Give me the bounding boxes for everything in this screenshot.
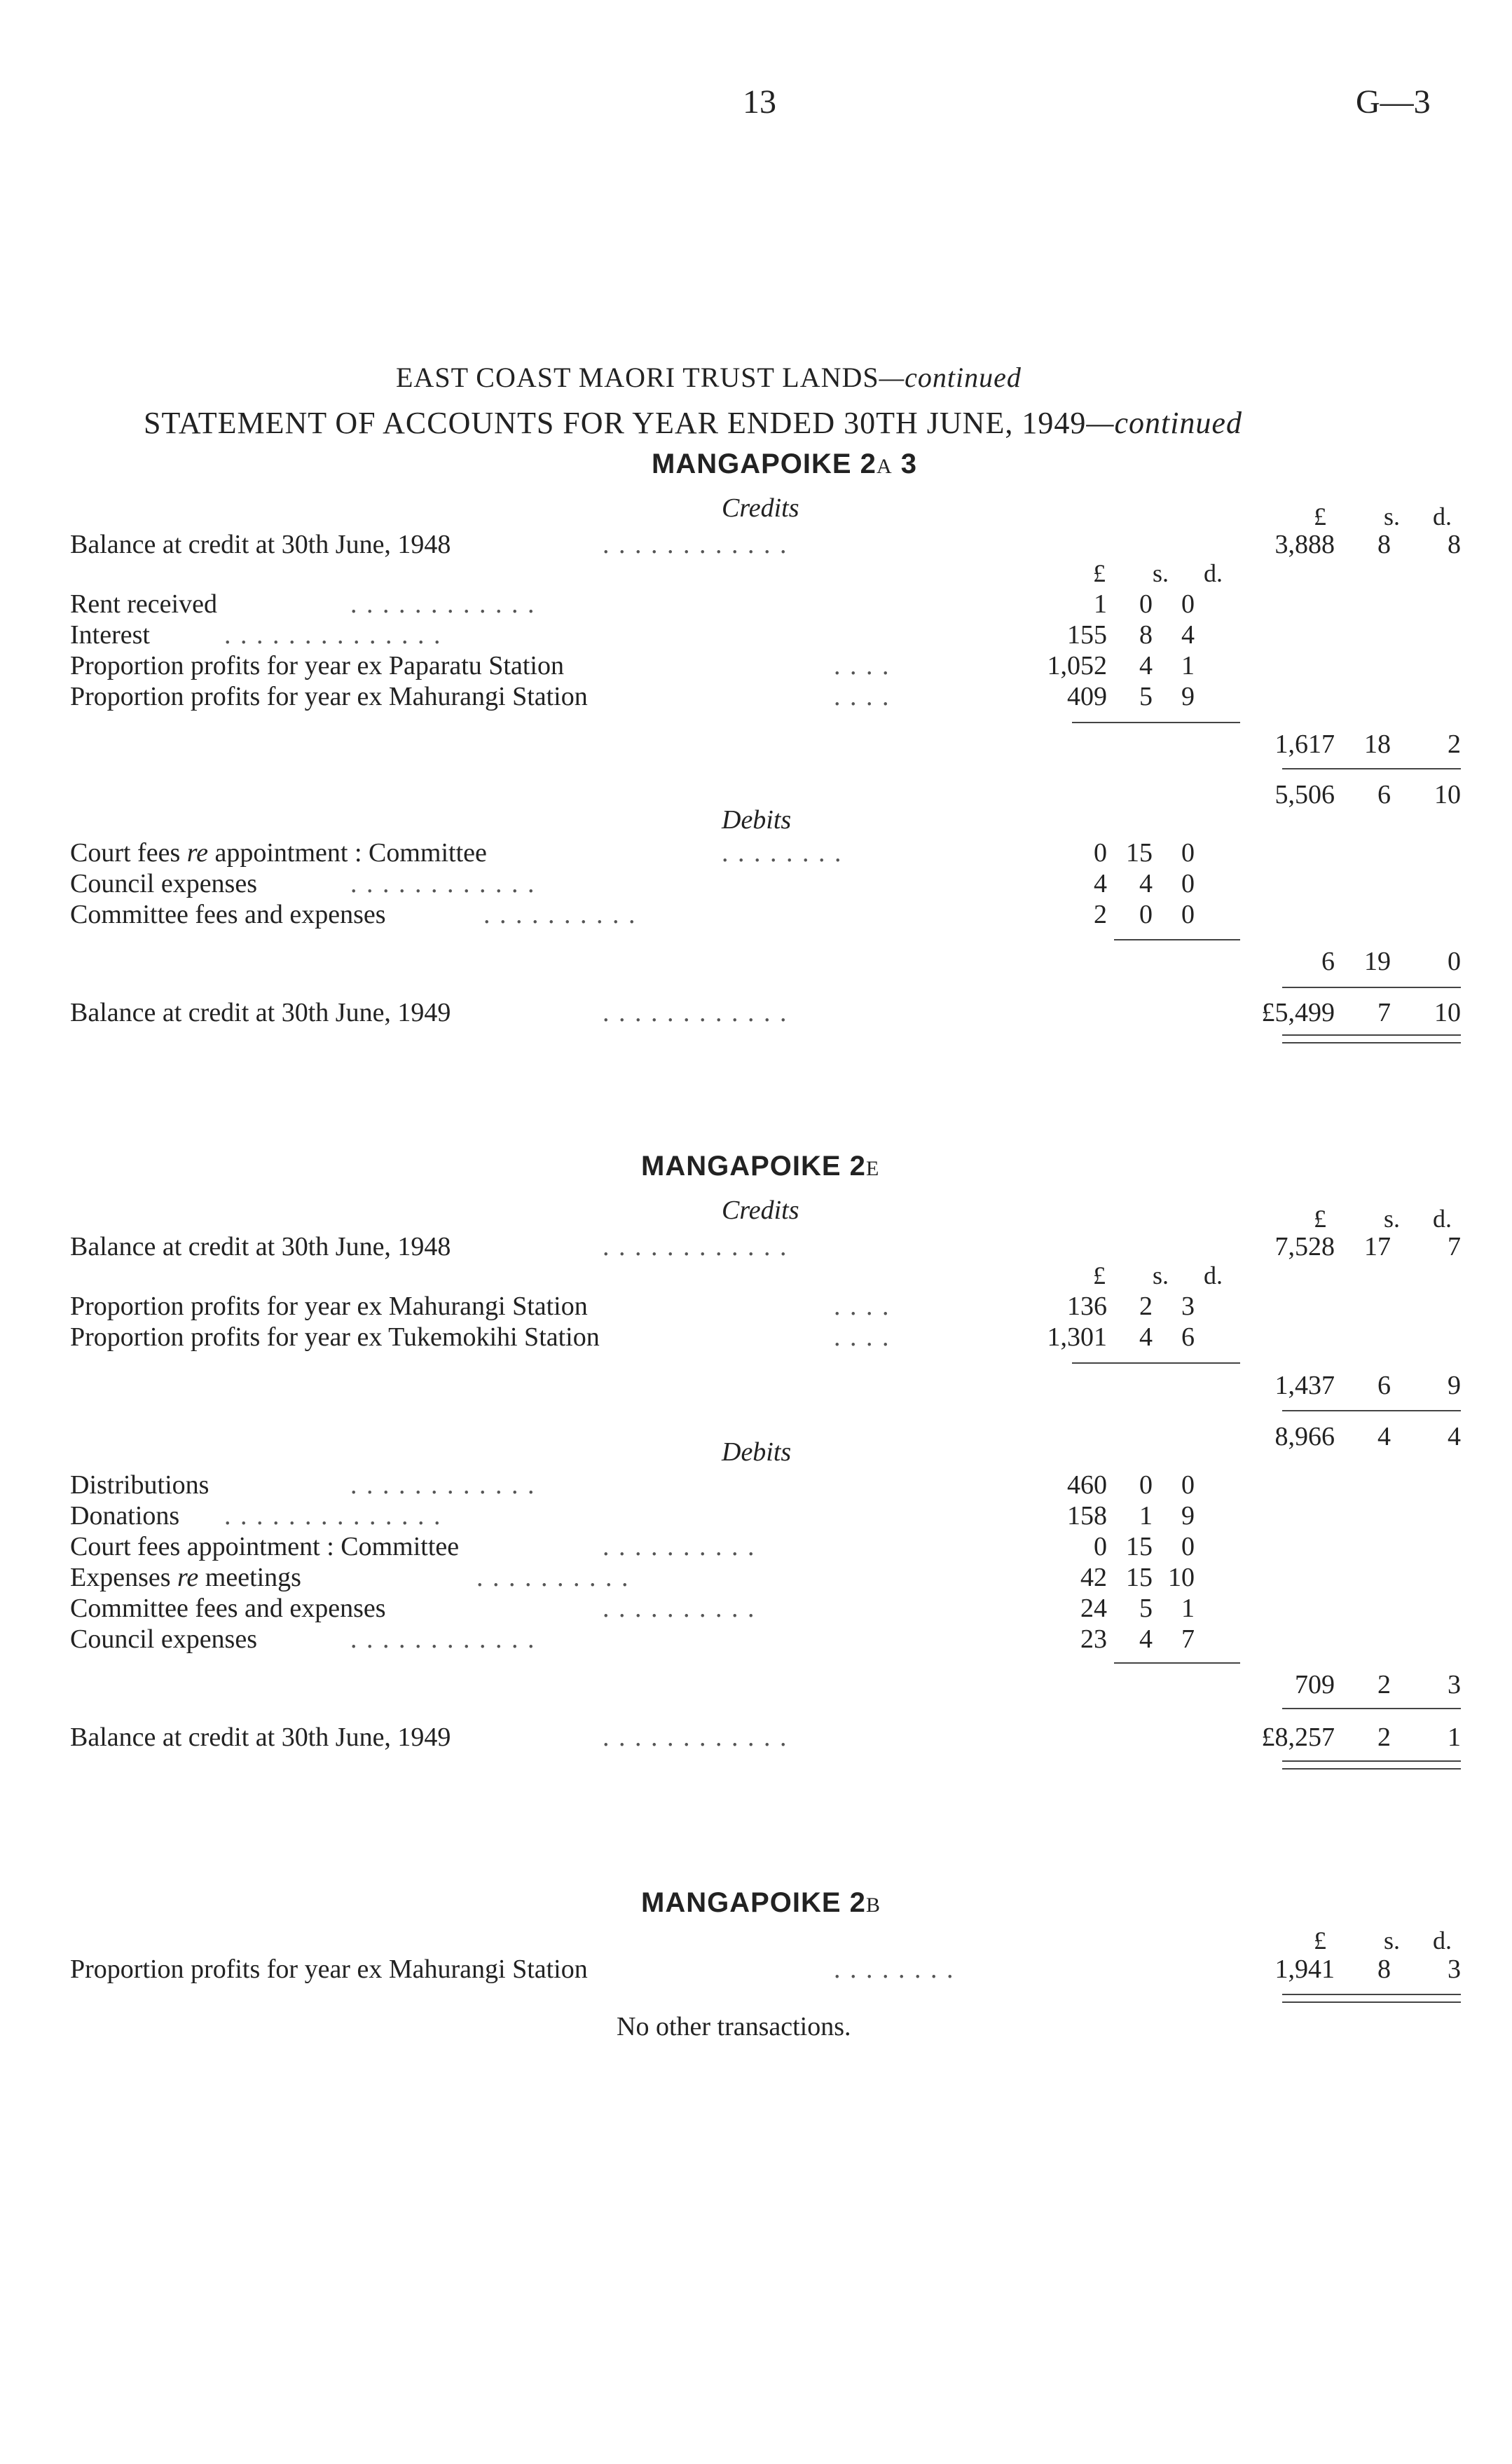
- amount-pence: 3: [1181, 1292, 1195, 1321]
- section-2-debit-row: [70, 1531, 1461, 1562]
- section-3-title-main: MANGAPOIKE 2: [641, 1887, 866, 1918]
- section-2-title-sub: E: [865, 1157, 880, 1180]
- leader-dots: . . . . . . . . . . . .: [603, 1723, 788, 1752]
- section-1-title: [652, 449, 917, 480]
- amount-pence: 0: [1181, 589, 1195, 619]
- section-1-credits-rule: [1072, 722, 1240, 723]
- amount-pounds: 24: [1080, 1594, 1107, 1623]
- document-title-main: EAST COAST MAORI TRUST LANDS: [396, 362, 879, 393]
- amount-shillings: 0: [1139, 900, 1153, 929]
- section-1-credits-total-row: [70, 729, 1461, 760]
- section-1-closing-double-rule: [1282, 1034, 1461, 1043]
- amount-shillings: 2: [1139, 1292, 1153, 1321]
- amount-pounds: 136: [1067, 1292, 1107, 1321]
- section-1-credit-row: [70, 681, 1461, 712]
- document-title: [396, 361, 1022, 394]
- row-label-italic: re: [186, 838, 208, 868]
- amount-pence: 3: [1448, 1670, 1461, 1699]
- page-number: 13: [743, 83, 776, 121]
- section-2-credit-row: [70, 1322, 1461, 1353]
- amount-shillings: 8: [1377, 1955, 1391, 1984]
- row-label: Proportion profits for year ex Mahurangi Station: [70, 1292, 588, 1321]
- amount-shillings: 8: [1139, 620, 1153, 650]
- row-label: Rent received: [70, 589, 217, 619]
- row-label: Committee fees and expenses: [70, 1594, 386, 1623]
- section-2-col1-pound-header: £: [1093, 1261, 1106, 1289]
- section-1-credits-heading: Credits: [722, 493, 799, 523]
- amount-pounds: 1,301: [1047, 1322, 1107, 1352]
- section-1-debit-row: [70, 868, 1461, 899]
- amount-pence: 9: [1448, 1371, 1461, 1400]
- row-label: Proportion profits for year ex Tukemokihi Station: [70, 1322, 600, 1352]
- leader-dots: . . . . . . . .: [722, 838, 843, 868]
- leader-dots: . . . . . . . . . .: [603, 1532, 756, 1561]
- amount-shillings: 4: [1139, 1624, 1153, 1654]
- section-2-debit-row: [70, 1562, 1461, 1593]
- amount-pounds: 1,437: [1274, 1371, 1335, 1400]
- section-3-title-sub: B: [865, 1894, 881, 1917]
- row-label: Council expenses: [70, 869, 258, 898]
- amount-pounds: 709: [1295, 1670, 1335, 1699]
- amount-shillings: 0: [1139, 1470, 1153, 1500]
- row-label: Court fees appointment : Committee: [70, 1532, 460, 1561]
- section-1-closing-row: [70, 997, 1461, 1028]
- amount-pounds: 4: [1094, 869, 1107, 898]
- row-label-tail: meetings: [198, 1563, 301, 1592]
- leader-dots: . . . . . . . . . . . .: [350, 1470, 536, 1500]
- amount-pence: 0: [1181, 1532, 1195, 1561]
- amount-pounds: 5,506: [1274, 780, 1335, 809]
- amount-pounds: 1: [1094, 589, 1107, 619]
- amount-pounds: 3,888: [1274, 530, 1335, 559]
- row-label: Interest: [70, 620, 150, 650]
- amount-shillings: 6: [1377, 1371, 1391, 1400]
- section-3-col2-pound-header: £: [1314, 1926, 1326, 1955]
- row-label: Council expenses: [70, 1624, 258, 1654]
- row-label: Donations: [70, 1501, 180, 1531]
- amount-shillings: 18: [1364, 730, 1391, 759]
- section-3-double-rule: [1282, 1994, 1461, 2003]
- amount-shillings: 4: [1139, 651, 1153, 680]
- section-2-debits-total-row: [70, 1669, 1461, 1700]
- amount-pounds: 1,052: [1047, 651, 1107, 680]
- section-1-credit-row: [70, 650, 1461, 681]
- document-title-suffix: —continued: [879, 362, 1022, 393]
- amount-pence: 7: [1448, 1232, 1461, 1261]
- section-2-debits-heading: Debits: [722, 1437, 792, 1467]
- amount-shillings: 4: [1139, 1322, 1153, 1352]
- amount-pounds: 155: [1067, 620, 1107, 650]
- leader-dots: . . . . . . . .: [834, 1955, 955, 1984]
- amount-shillings: 5: [1139, 682, 1153, 711]
- section-2-title: [641, 1151, 879, 1182]
- section-2-credits-total-row: [70, 1370, 1461, 1401]
- amount-pounds: 7,528: [1274, 1232, 1335, 1261]
- section-2-closing-double-rule: [1282, 1760, 1461, 1770]
- section-2-credit-row: [70, 1291, 1461, 1322]
- section-2-credits-rule: [1072, 1362, 1240, 1364]
- section-2-subtotal-rule: [1282, 1410, 1461, 1411]
- row-label: Balance at credit at 30th June, 1949: [70, 1723, 451, 1752]
- amount-pence: 0: [1181, 900, 1195, 929]
- document-subtitle-suffix: —continued: [1086, 406, 1242, 440]
- amount-shillings: 2: [1377, 1670, 1391, 1699]
- amount-shillings: 1: [1139, 1501, 1153, 1531]
- page-reference: G—3: [1356, 83, 1431, 121]
- amount-pounds: £8,257: [1261, 1723, 1335, 1752]
- amount-pence: 1: [1181, 651, 1195, 680]
- amount-pounds: 460: [1067, 1470, 1107, 1500]
- section-2-debit-row: [70, 1500, 1461, 1531]
- row-label: Proportion profits for year ex Mahurangi Station: [70, 682, 588, 711]
- amount-pence: 0: [1181, 838, 1195, 868]
- section-1-debit-row: [70, 899, 1461, 930]
- section-2-title-main: MANGAPOIKE 2: [641, 1151, 866, 1182]
- row-label-italic: re: [177, 1563, 199, 1592]
- section-1-title-sub: A: [876, 455, 893, 478]
- section-2-col1-pence-header: d.: [1204, 1261, 1223, 1289]
- section-2-col2-shilling-header: s.: [1384, 1205, 1401, 1233]
- amount-shillings: 0: [1139, 589, 1153, 619]
- row-label: Balance at credit at 30th June, 1949: [70, 998, 451, 1027]
- amount-shillings: 4: [1139, 869, 1153, 898]
- section-1-closing-rule: [1282, 987, 1461, 988]
- row-label: Balance at credit at 30th June, 1948: [70, 1232, 451, 1261]
- amount-pence: 3: [1448, 1955, 1461, 1984]
- amount-pence: 2: [1448, 730, 1461, 759]
- amount-pence: 1: [1181, 1594, 1195, 1623]
- amount-pounds: £5,499: [1261, 998, 1335, 1027]
- amount-shillings: 8: [1377, 530, 1391, 559]
- leader-dots: . . . . . . . . . .: [483, 900, 637, 929]
- section-1-credit-row: [70, 589, 1461, 620]
- amount-pounds: 0: [1094, 1532, 1107, 1561]
- row-label: Committee fees and expenses: [70, 900, 386, 929]
- section-2-debit-row: [70, 1593, 1461, 1624]
- section-3-row: [70, 1954, 1461, 1985]
- document-subtitle: [144, 405, 1242, 441]
- amount-pounds: 2: [1094, 900, 1107, 929]
- leader-dots: . . . . . . . . . . . .: [350, 589, 536, 619]
- amount-pounds: 158: [1067, 1501, 1107, 1531]
- amount-pounds: 0: [1094, 838, 1107, 868]
- amount-shillings: 19: [1364, 947, 1391, 976]
- section-1-opening-row: [70, 529, 1461, 560]
- row-label-main: Expenses: [70, 1563, 178, 1592]
- leader-dots: . . . . . . . . . .: [603, 1594, 756, 1623]
- section-1-debits-rule: [1114, 939, 1240, 940]
- section-2-debit-row: [70, 1624, 1461, 1655]
- document-subtitle-main: STATEMENT OF ACCOUNTS FOR YEAR ENDED 30TH JUNE, 1949: [144, 406, 1087, 440]
- leader-dots: . . . . . . . . . . . . . .: [224, 1501, 442, 1531]
- section-3-col2-shilling-header: s.: [1384, 1926, 1401, 1955]
- amount-pence: 6: [1181, 1322, 1195, 1352]
- amount-pence: 4: [1448, 1422, 1461, 1451]
- amount-shillings: 2: [1377, 1723, 1391, 1752]
- amount-shillings: 17: [1364, 1232, 1391, 1261]
- leader-dots: . . . .: [834, 651, 891, 680]
- row-label-main: Court fees: [70, 838, 187, 868]
- row-label-tail: appointment : Committee: [207, 838, 487, 868]
- row-label: Proportion profits for year ex Mahurangi Station: [70, 1955, 588, 1984]
- section-3-col2-pence-header: d.: [1433, 1926, 1452, 1955]
- leader-dots: . . . . . . . . . . . .: [603, 998, 788, 1027]
- section-2-col2-pence-header: d.: [1433, 1205, 1452, 1233]
- amount-shillings: 15: [1126, 1563, 1153, 1592]
- amount-shillings: 15: [1126, 838, 1153, 868]
- leader-dots: . . . . . . . . . . . . . .: [224, 620, 442, 650]
- amount-shillings: 4: [1377, 1422, 1391, 1451]
- leader-dots: . . . .: [834, 1292, 891, 1321]
- section-1-debits-heading: Debits: [722, 805, 792, 835]
- leader-dots: . . . . . . . . . . . .: [603, 1232, 788, 1261]
- section-2-closing-row: [70, 1722, 1461, 1753]
- section-2-debits-rule: [1114, 1662, 1240, 1664]
- section-2-debit-row: [70, 1470, 1461, 1500]
- section-2-col2-pound-header: £: [1314, 1205, 1326, 1233]
- amount-pence: 4: [1181, 620, 1195, 650]
- row-label: Distributions: [70, 1470, 209, 1500]
- leader-dots: . . . . . . . . . .: [476, 1563, 630, 1592]
- section-1-col1-shilling-header: s.: [1153, 559, 1169, 587]
- section-1-col2-shilling-header: s.: [1384, 502, 1401, 531]
- section-2-closing-rule: [1282, 1708, 1461, 1709]
- section-2-col1-shilling-header: s.: [1153, 1261, 1169, 1289]
- amount-pence: 1: [1448, 1723, 1461, 1752]
- leader-dots: . . . . . . . . . . . .: [350, 1624, 536, 1654]
- amount-pence: 9: [1181, 682, 1195, 711]
- amount-pence: 9: [1181, 1501, 1195, 1531]
- amount-shillings: 5: [1139, 1594, 1153, 1623]
- section-1-col1-pence-header: d.: [1204, 559, 1223, 587]
- leader-dots: . . . . . . . . . . . .: [603, 530, 788, 559]
- amount-pence: 7: [1181, 1624, 1195, 1654]
- section-3-title: [641, 1887, 881, 1919]
- amount-pounds: 23: [1080, 1624, 1107, 1654]
- section-1-debits-total-row: [70, 946, 1461, 977]
- amount-pounds: 409: [1067, 682, 1107, 711]
- section-1-debit-row: [70, 837, 1461, 868]
- amount-pence: 10: [1434, 998, 1461, 1027]
- row-label: Proportion profits for year ex Paparatu Station: [70, 651, 564, 680]
- section-1-credit-row: [70, 620, 1461, 650]
- leader-dots: . . . . . . . . . . . .: [350, 869, 536, 898]
- section-3-note: No other transactions.: [617, 2012, 851, 2041]
- row-label: [70, 1562, 301, 1593]
- section-1-col2-pound-header: £: [1314, 502, 1326, 531]
- section-1-col2-pence-header: d.: [1433, 502, 1452, 531]
- amount-pounds: 8,966: [1274, 1422, 1335, 1451]
- amount-pence: 8: [1448, 530, 1461, 559]
- section-2-credits-heading: Credits: [722, 1196, 799, 1225]
- row-label: [70, 837, 487, 868]
- section-1-title-main: MANGAPOIKE 2: [652, 449, 877, 479]
- amount-pence: 10: [1168, 1563, 1195, 1592]
- section-1-col1-pound-header: £: [1093, 559, 1106, 587]
- amount-pence: 0: [1448, 947, 1461, 976]
- section-1-subtotal-rule: [1282, 768, 1461, 769]
- section-1-title-tail: 3: [892, 449, 917, 479]
- leader-dots: . . . .: [834, 682, 891, 711]
- amount-shillings: 7: [1377, 998, 1391, 1027]
- section-2-opening-row: [70, 1231, 1461, 1262]
- amount-pence: 0: [1181, 869, 1195, 898]
- amount-shillings: 15: [1126, 1532, 1153, 1561]
- amount-shillings: 6: [1377, 780, 1391, 809]
- amount-pounds: 6: [1321, 947, 1335, 976]
- amount-pence: 0: [1181, 1470, 1195, 1500]
- row-label: Balance at credit at 30th June, 1948: [70, 530, 451, 559]
- amount-pounds: 1,941: [1274, 1955, 1335, 1984]
- leader-dots: . . . .: [834, 1322, 891, 1352]
- amount-pounds: 42: [1080, 1563, 1107, 1592]
- amount-pence: 10: [1434, 780, 1461, 809]
- amount-pounds: 1,617: [1274, 730, 1335, 759]
